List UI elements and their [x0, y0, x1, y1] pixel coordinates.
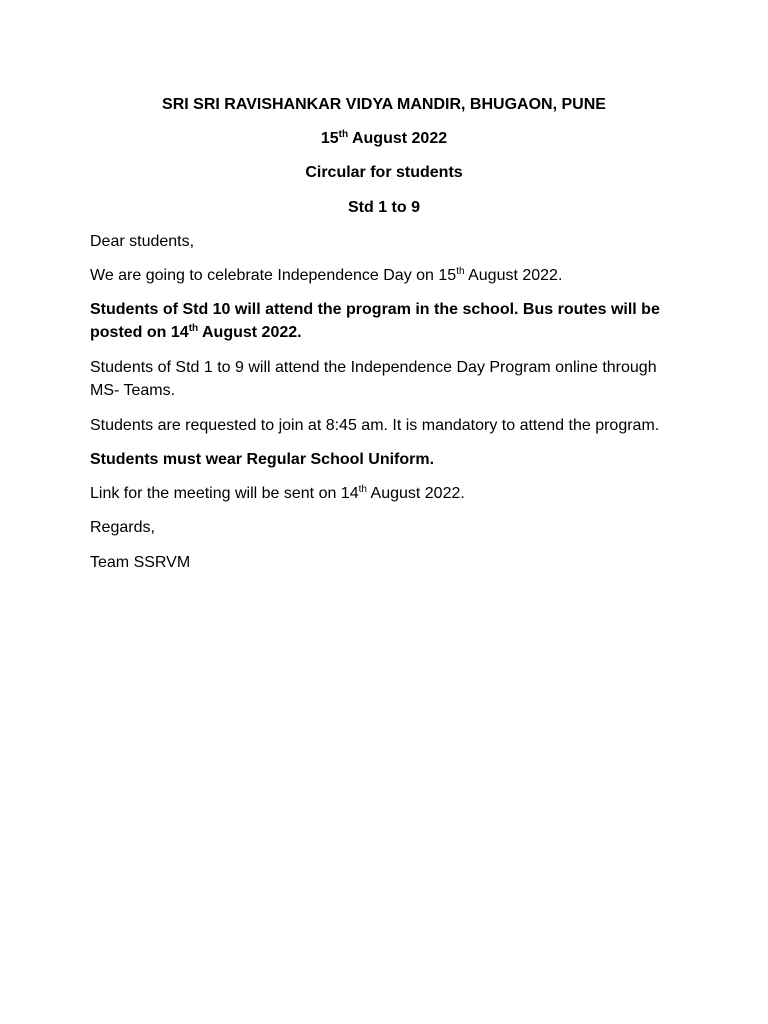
paragraph-std10-text: posted on 14 [90, 324, 189, 341]
salutation: Dear students, [90, 233, 195, 250]
paragraph-link-superscript: th [358, 484, 367, 495]
paragraph-std10-line1: Students of Std 10 will attend the program in the school. Bus routes will be [90, 301, 660, 318]
paragraph-link-text: Link for the meeting will be sent on 14 [90, 485, 359, 502]
paragraph-std10-end: August 2022. [198, 324, 302, 341]
paragraph-celebration-text: We are going to celebrate Independence Day on 15 [90, 267, 457, 284]
date-rest: August 2022 [348, 130, 448, 147]
paragraph-timing: Students are requested to join at 8:45 am. It is mandatory to attend the program. [90, 417, 660, 434]
circular-title: Circular for students [305, 164, 463, 181]
audience-heading: Std 1 to 9 [347, 199, 420, 216]
date-day: 15 [320, 130, 339, 147]
paragraph-online-line2: MS- Teams. [90, 382, 176, 399]
paragraph-std10-superscript: th [188, 323, 199, 334]
paragraph-online-line1: Students of Std 1 to 9 will attend the Independence Day Program online through [90, 359, 657, 376]
closing-signature: Team SSRVM [90, 554, 191, 571]
paragraph-uniform: Students must wear Regular School Uniform. [90, 451, 435, 468]
paragraph-celebration-superscript: th [456, 266, 465, 277]
date-heading [0, 127, 768, 150]
closing-regards: Regards, [90, 519, 155, 536]
school-name-heading: SRI SRI RAVISHANKAR VIDYA MANDIR, BHUGAON, PUNE [162, 96, 606, 113]
paragraph-link-end: August 2022. [366, 485, 465, 502]
paragraph-link [90, 482, 690, 505]
paragraph-std10-line2 [90, 321, 690, 344]
paragraph-celebration-end: August 2022. [464, 267, 563, 284]
paragraph-celebration [90, 264, 690, 287]
date-superscript: th [338, 129, 349, 140]
